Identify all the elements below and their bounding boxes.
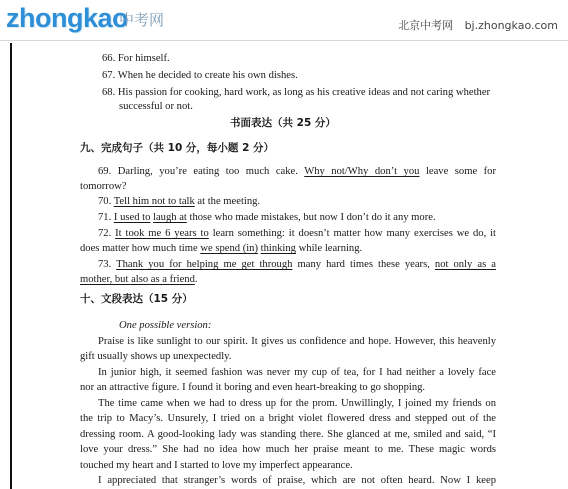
question-73-line1 xyxy=(98,258,496,271)
question-71 xyxy=(98,211,436,224)
q73-answer-2: not only as a xyxy=(434,259,496,270)
answer-68-line2: successful or not. xyxy=(119,101,193,112)
essay-line: I appreciated that stranger’s words of praise, which are not often heard. Now I keep xyxy=(98,475,496,486)
q72-line2-text: does matter how much time xyxy=(80,243,201,254)
answer-68-line1: 68. His passion for cooking, hard work, as long as his creative ideas and not caring whether xyxy=(102,87,491,98)
question-72-line1 xyxy=(98,227,496,240)
q71-number: 71. xyxy=(98,212,114,223)
answer-66: 66. For himself. xyxy=(102,53,170,64)
q69-text-end: leave some for xyxy=(419,166,497,177)
answer-67: 67. When he decided to create his own dishes. xyxy=(102,70,298,81)
q71-text: those who made mistakes, but now I don’t do it any more. xyxy=(186,212,436,223)
question-69-line1 xyxy=(98,165,496,178)
question-70 xyxy=(98,195,260,208)
q70-text: at the meeting. xyxy=(194,196,261,207)
q73-line2-answer: mother, but also as a friend xyxy=(80,274,195,285)
possible-version-label: One possible version: xyxy=(119,320,212,331)
essay-line: love your dress.” She had no idea how much her praise meant to me. These magic words xyxy=(80,444,496,455)
q73-number: 73. xyxy=(98,259,117,270)
q71-answer-1: I used to xyxy=(113,212,151,223)
essay-line: nor an attractive figure. I found it boring and even heart-breaking to go shopping. xyxy=(80,382,426,393)
site-header xyxy=(0,0,568,41)
q70-answer: Tell him not to talk xyxy=(113,196,195,207)
site-url[interactable]: bj.zhongkao.com xyxy=(464,19,558,32)
essay-line: gift usually shows up unexpectedly. xyxy=(80,351,232,362)
q72-line2-answer-2: thinking xyxy=(260,243,296,254)
question-72-line2 xyxy=(80,242,362,255)
section-10-title: 十、文段表达（15 分） xyxy=(80,293,193,305)
q72-text: learn something: it doesn’t matter how many exercises we do, it xyxy=(208,228,497,239)
question-69-line2: tomorrow? xyxy=(80,181,127,192)
q72-line2-answer-1: we spend (in) xyxy=(200,243,258,254)
site-info xyxy=(390,17,558,33)
essay-line: the trip to Macy’s. Unsurely, I tried on a bright violet flowered dress and stepped out of the xyxy=(80,413,496,424)
q70-number: 70. xyxy=(98,196,114,207)
site-name[interactable]: 北京中考网 xyxy=(398,19,454,32)
q72-line2-text-end: while learning. xyxy=(295,243,363,254)
q73-text: many hard times these years, xyxy=(292,259,435,270)
q69-text: 69. Darling, you’re eating too much cake. xyxy=(98,166,305,177)
site-logo[interactable]: zhongkao xyxy=(6,3,128,33)
essay-line: In junior high, it seemed fashion was never my cup of tea, for I had neither a lovely face xyxy=(98,367,496,378)
essay-line: The time came when we had to dress up for the prom. Unwillingly, I joined my friends on xyxy=(98,398,496,409)
site-logo-cn: 中考网 xyxy=(119,11,165,29)
essay-line: Praise is like sunlight to our spirit. It gives us confidence and hope. However, this heavenly xyxy=(98,336,496,347)
q73-answer-1: Thank you for helping me get through xyxy=(116,259,293,270)
q71-answer-2: laugh at xyxy=(153,212,187,223)
section-written-expression: 书面表达（共 25 分） xyxy=(230,117,336,129)
document-page xyxy=(10,43,568,489)
q72-answer: It took me 6 years to xyxy=(115,228,209,239)
essay-line: dressing room. A good-looking lady was standing there. She glanced at me, smiled and said, “I xyxy=(80,429,496,440)
section-9-title: 九、完成句子（共 10 分，每小题 2 分） xyxy=(80,142,275,154)
q72-number: 72. xyxy=(98,228,116,239)
essay-line: touched my heart and I started to love my imperfect appearance. xyxy=(80,460,353,471)
q69-answer: Why not/Why don’t you xyxy=(304,166,420,177)
question-73-line2 xyxy=(80,273,198,286)
q73-line2-text: . xyxy=(194,274,198,285)
